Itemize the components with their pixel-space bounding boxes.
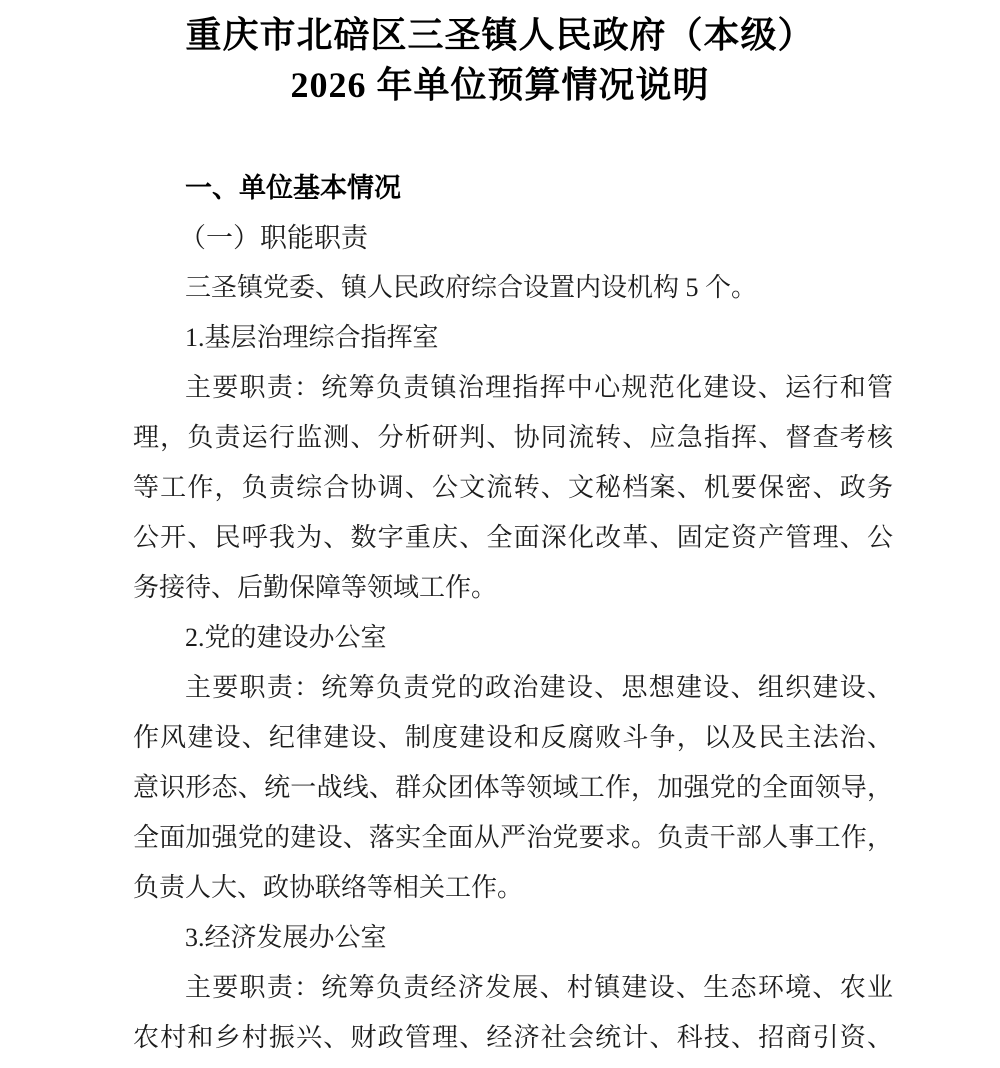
paragraph-line: 意识形态、统一战线、群众团体等领域工作，加强党的全面领导，	[133, 773, 893, 802]
list-item-heading: 3.经济发展办公室	[185, 923, 387, 952]
paragraph-line: 负责人大、政协联络等相关工作。	[133, 873, 524, 902]
paragraph-line: 务接待、后勤保障等领域工作。	[133, 573, 498, 602]
paragraph-line: 作风建设、纪律建设、制度建设和反腐败斗争，以及民主法治、	[133, 723, 893, 752]
paragraph-line: 主要职责：统筹负责党的政治建设、思想建设、组织建设、	[185, 673, 893, 702]
document-title	[0, 0, 1000, 110]
list-item-heading: 2.党的建设办公室	[185, 623, 387, 652]
section-heading: 一、单位基本情况	[185, 173, 401, 203]
paragraph-line: 等工作，负责综合协调、公文流转、文秘档案、机要保密、政务	[133, 473, 893, 502]
subsection-heading: （一）职能职责	[179, 223, 368, 253]
paragraph-line: 农村和乡村振兴、财政管理、经济社会统计、科技、招商引资、	[133, 1023, 893, 1052]
paragraph-line: 全面加强党的建设、落实全面从严治党要求。负责干部人事工作，	[133, 823, 893, 852]
paragraph-line: 三圣镇党委、镇人民政府综合设置内设机构 5 个。	[185, 273, 758, 302]
document-title-line1: 重庆市北碚区三圣镇人民政府（本级）	[185, 15, 815, 55]
paragraph-line: 公开、民呼我为、数字重庆、全面深化改革、固定资产管理、公	[133, 523, 893, 552]
list-item-heading: 1.基层治理综合指挥室	[185, 323, 439, 352]
paragraph-line: 理，负责运行监测、分析研判、协同流转、应急指挥、督查考核	[133, 423, 893, 452]
document-body	[133, 163, 893, 1063]
paragraph-line: 主要职责：统筹负责经济发展、村镇建设、生态环境、农业	[185, 973, 893, 1002]
document-title-line2: 2026 年单位预算情况说明	[290, 65, 710, 105]
paragraph-line: 主要职责：统筹负责镇治理指挥中心规范化建设、运行和管	[185, 373, 893, 402]
